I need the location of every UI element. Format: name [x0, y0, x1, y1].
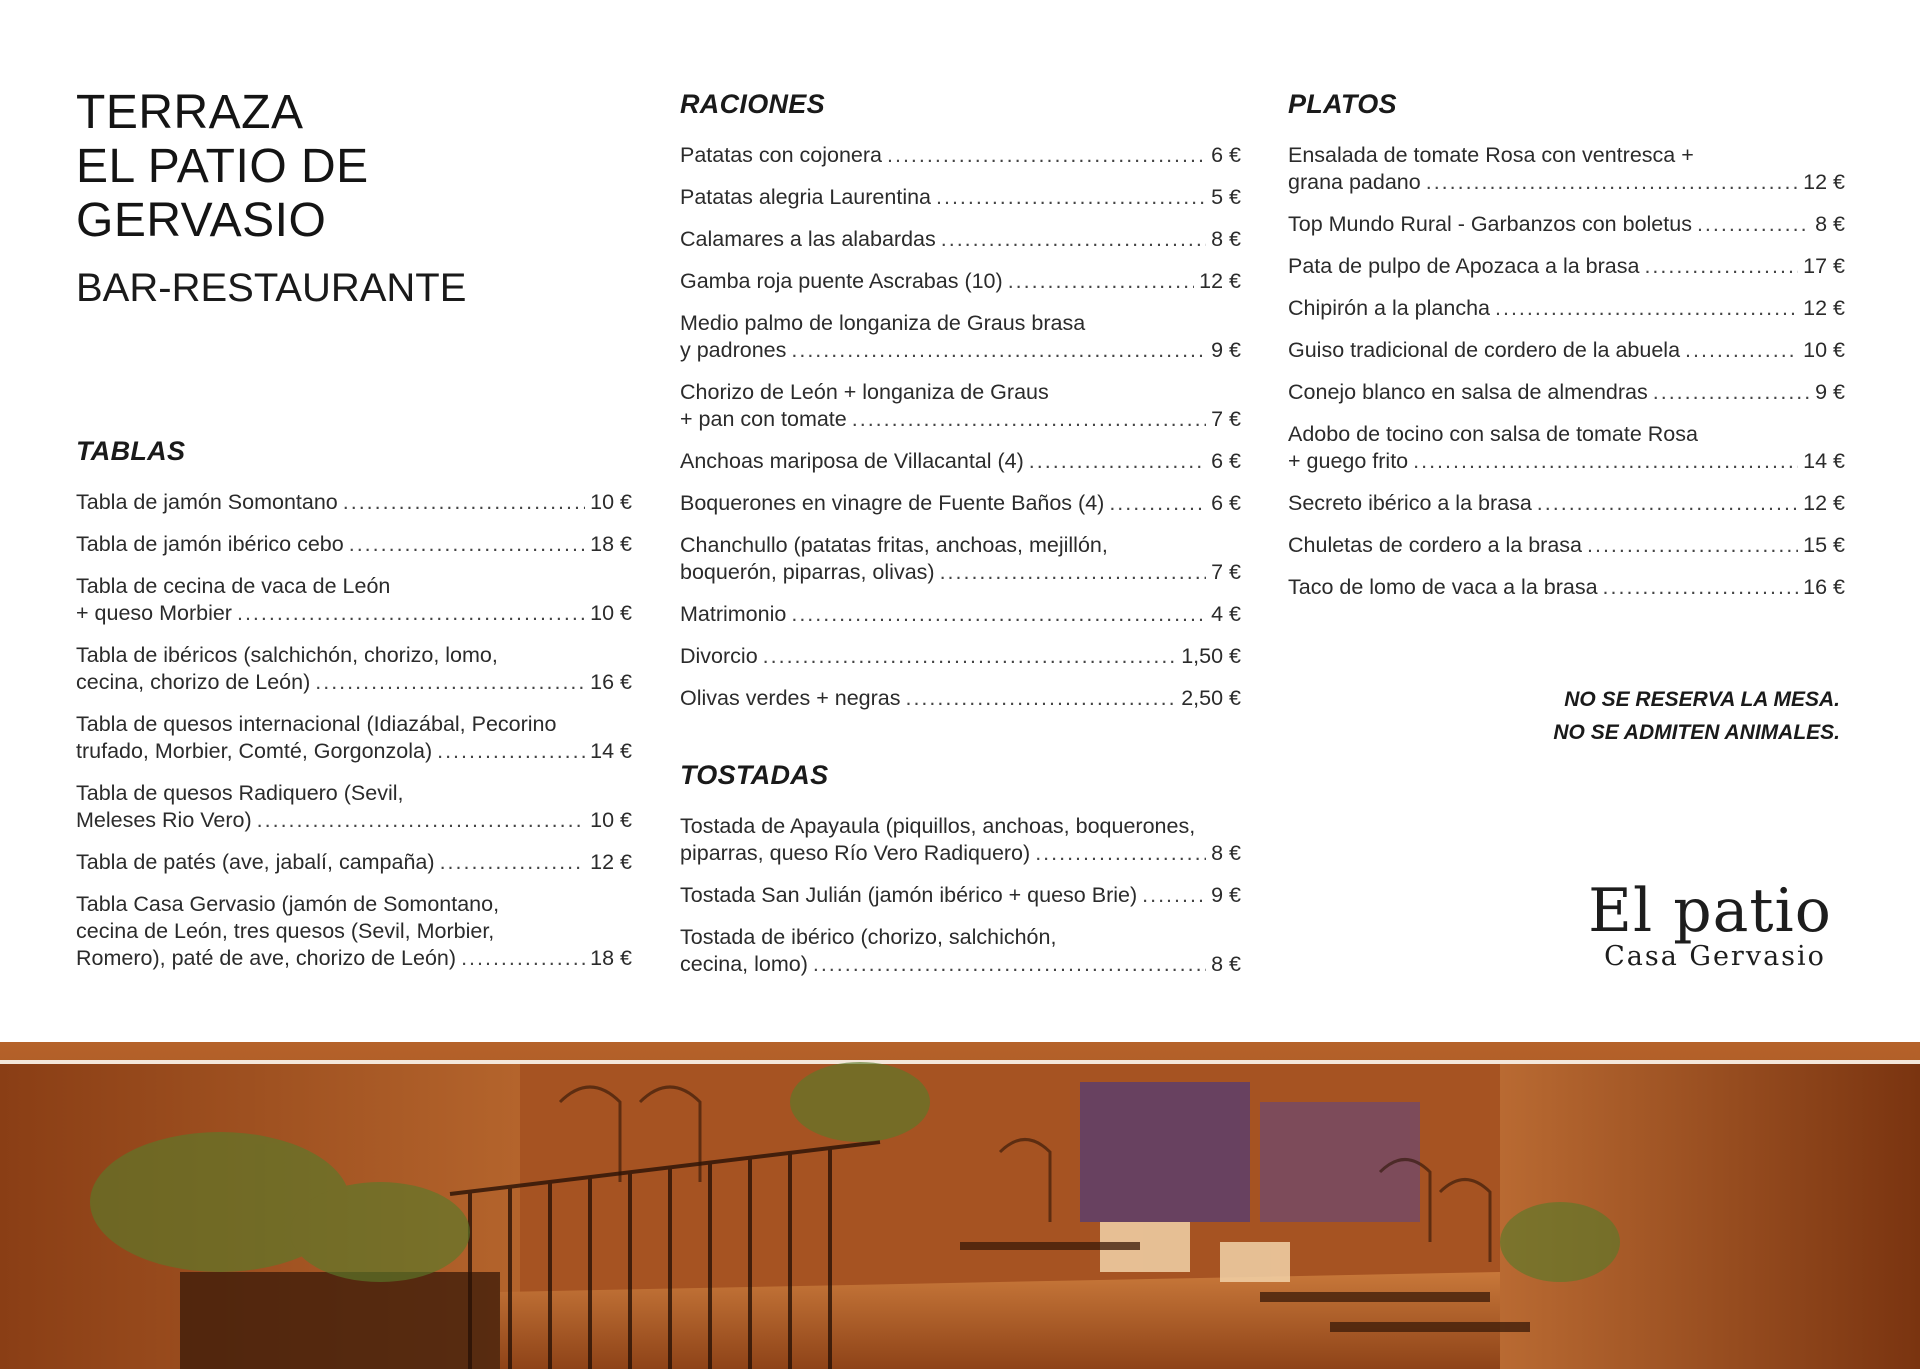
menu-title: [76, 86, 369, 248]
tostadas-heading: TOSTADAS: [680, 760, 829, 790]
menu-item: [680, 310, 1241, 364]
menu-item: [76, 489, 632, 516]
menu-item-price: 7 €: [1211, 407, 1241, 431]
menu-item-name: Tostada San Julián (jamón ibérico + queso Brie): [680, 883, 1138, 907]
dot-leader: [1029, 448, 1206, 475]
menu-item-name-line: Tabla Casa Gervasio (jamón de Somontano,: [76, 892, 500, 916]
menu-item: [680, 142, 1241, 169]
menu-item: [1288, 421, 1845, 475]
menu-item-last-line: [76, 531, 632, 558]
menu-item-price: 8 €: [1211, 841, 1241, 865]
menu-item-last-line: [1288, 337, 1845, 364]
menu-item: [1288, 211, 1845, 238]
menu-item: [76, 711, 632, 765]
menu-item-price: 18 €: [590, 532, 632, 556]
menu-item: [1288, 490, 1845, 517]
logo-sub-text: Casa Gervasio: [1604, 941, 1826, 972]
title-line-3: GERVASIO: [76, 194, 327, 247]
menu-item: [76, 891, 632, 972]
menu-item-last-line: [76, 489, 632, 516]
menu-item-name: Secreto ibérico a la brasa: [1288, 491, 1532, 515]
title-line-2: EL PATIO DE: [76, 140, 369, 193]
menu-item: [1288, 337, 1845, 364]
menu-item: [1288, 295, 1845, 322]
terrace-scene-illustration: [0, 1042, 1920, 1369]
platos-items: [1288, 142, 1845, 601]
dot-leader: [1426, 169, 1798, 196]
menu-item-price: 6 €: [1211, 449, 1241, 473]
menu-item-name-line: Tostada de ibérico (chorizo, salchichón,: [680, 925, 1057, 949]
menu-item: [680, 813, 1241, 867]
menu-item-name-line: Chanchullo (patatas fritas, anchoas, mejillón,: [680, 533, 1108, 557]
menu-item-name: Matrimonio: [680, 602, 787, 626]
menu-item-price: 6 €: [1211, 143, 1241, 167]
menu-item-price: 10 €: [1803, 338, 1845, 362]
dot-leader: [791, 601, 1206, 628]
menu-item-last-line: [680, 406, 1241, 433]
menu-item-price: 10 €: [590, 490, 632, 514]
dot-leader: [349, 531, 585, 558]
menu-item-price: 4 €: [1211, 602, 1241, 626]
menu-item-name-line: Adobo de tocino con salsa de tomate Rosa: [1288, 422, 1698, 446]
menu-item-name: boquerón, piparras, olivas): [680, 560, 935, 584]
menu-item-name-line: Tabla de cecina de vaca de León: [76, 574, 391, 598]
menu-item-name-line: Tostada de Apayaula (piquillos, anchoas, boquerones,: [680, 814, 1196, 838]
raciones-heading: RACIONES: [680, 89, 825, 119]
tablas-section: [76, 436, 632, 987]
menu-item-name: trufado, Morbier, Comté, Gorgonzola): [76, 739, 433, 763]
menu-item-price: 16 €: [1803, 575, 1845, 599]
menu-item-price: 12 €: [1803, 170, 1845, 194]
menu-item-last-line: [1288, 295, 1845, 322]
dot-leader: [1603, 574, 1799, 601]
menu-item-last-line: [680, 490, 1241, 517]
menu-item-name: Olivas verdes + negras: [680, 686, 901, 710]
menu-item: [76, 531, 632, 558]
dot-leader: [941, 226, 1206, 253]
menu-item-last-line: [1288, 448, 1845, 475]
menu-item: [1288, 532, 1845, 559]
dot-leader: [887, 142, 1206, 169]
menu-item-price: 8 €: [1815, 212, 1845, 236]
menu-item-name-line: Chorizo de León + longaniza de Graus: [680, 380, 1049, 404]
menu-item-price: 12 €: [1199, 269, 1241, 293]
menu-item: [680, 184, 1241, 211]
menu-item-last-line: [1288, 532, 1845, 559]
menu-item: [1288, 379, 1845, 406]
menu-item-name: Calamares a las alabardas: [680, 227, 936, 251]
dot-leader: [1644, 253, 1798, 280]
menu-item-price: 7 €: [1211, 560, 1241, 584]
tostadas-items: [680, 813, 1241, 978]
dot-leader: [461, 945, 585, 972]
menu-item-price: 16 €: [590, 670, 632, 694]
dot-leader: [1685, 337, 1798, 364]
menu-item-last-line: [680, 643, 1241, 670]
menu-item-last-line: [76, 600, 632, 627]
title-line-1: TERRAZA: [76, 86, 304, 139]
menu-item-name-line: Ensalada de tomate Rosa con ventresca +: [1288, 143, 1694, 167]
menu-item-price: 12 €: [1803, 491, 1845, 515]
menu-item-price: 10 €: [590, 808, 632, 832]
menu-item-name: + queso Morbier: [76, 601, 232, 625]
menu-item-name-line: Tabla de quesos Radiquero (Sevil,: [76, 781, 404, 805]
dot-leader: [1109, 490, 1206, 517]
menu-item-name: + guego frito: [1288, 449, 1409, 473]
menu-item-price: 9 €: [1211, 338, 1241, 362]
menu-item-last-line: [680, 685, 1241, 712]
menu-item-last-line: [1288, 490, 1845, 517]
menu-item: [680, 490, 1241, 517]
menu-item-name: y padrones: [680, 338, 787, 362]
menu-item-price: 5 €: [1211, 185, 1241, 209]
menu-item-price: 12 €: [590, 850, 632, 874]
menu-item-name: Taco de lomo de vaca a la brasa: [1288, 575, 1598, 599]
dot-leader: [1008, 268, 1194, 295]
dot-leader: [1142, 882, 1206, 909]
menu-item-price: 12 €: [1803, 296, 1845, 320]
menu-item: [680, 924, 1241, 978]
menu-item-price: 9 €: [1211, 883, 1241, 907]
dot-leader: [437, 738, 585, 765]
platos-section: [1288, 89, 1845, 616]
menu-item-name: grana padano: [1288, 170, 1421, 194]
menu-item-name-line: Tabla de quesos internacional (Idiazábal, Pecorino: [76, 712, 557, 736]
dot-leader: [1537, 490, 1798, 517]
menu-item: [76, 642, 632, 696]
menu-item-price: 15 €: [1803, 533, 1845, 557]
menu-item-last-line: [76, 669, 632, 696]
menu-item-name: piparras, queso Río Vero Radiquero): [680, 841, 1031, 865]
menu-item-price: 14 €: [590, 739, 632, 763]
menu-item-last-line: [680, 448, 1241, 475]
menu-item-name-line: Medio palmo de longaniza de Graus brasa: [680, 311, 1086, 335]
menu-item-name: Conejo blanco en salsa de almendras: [1288, 380, 1648, 404]
menu-item-name: Meleses Rio Vero): [76, 808, 252, 832]
menu-item-name: Anchoas mariposa de Villacantal (4): [680, 449, 1024, 473]
menu-item-name: cecina, lomo): [680, 952, 808, 976]
menu-item-price: 14 €: [1803, 449, 1845, 473]
menu-item-last-line: [680, 184, 1241, 211]
menu-item-price: 18 €: [590, 946, 632, 970]
dot-leader: [852, 406, 1206, 433]
menu-item-last-line: [680, 268, 1241, 295]
menu-item: [680, 882, 1241, 909]
menu-item: [680, 226, 1241, 253]
menu-item-name: Guiso tradicional de cordero de la abuela: [1288, 338, 1681, 362]
menu-item-name-line: cecina de León, tres quesos (Sevil, Morbier,: [76, 919, 495, 943]
menu-item-name: Top Mundo Rural - Garbanzos con boletus: [1288, 212, 1692, 236]
menu-item-last-line: [680, 559, 1241, 586]
menu-item-name: Chipirón a la plancha: [1288, 296, 1490, 320]
restaurant-logo: [1580, 876, 1840, 972]
menu-item: [76, 780, 632, 834]
menu-item-name: Tabla de jamón Somontano: [76, 490, 338, 514]
logo-main-text: El patio: [1588, 876, 1832, 946]
tostadas-section: [680, 760, 1241, 993]
menu-item-last-line: [680, 840, 1241, 867]
menu-item-price: 8 €: [1211, 952, 1241, 976]
menu-item-name: Chuletas de cordero a la brasa: [1288, 533, 1583, 557]
menu-item-last-line: [76, 945, 632, 972]
menu-item-name-line: Tabla de ibéricos (salchichón, chorizo, lomo,: [76, 643, 498, 667]
menu-item-name: Patatas alegria Laurentina: [680, 185, 932, 209]
menu-item: [76, 849, 632, 876]
menu-item-name: Pata de pulpo de Apozaca a la brasa: [1288, 254, 1640, 278]
menu-item-price: 17 €: [1803, 254, 1845, 278]
menu-item-last-line: [680, 142, 1241, 169]
menu-item-price: 1,50 €: [1181, 644, 1241, 668]
menu-item: [1288, 253, 1845, 280]
notice: [1553, 683, 1840, 749]
dot-leader: [440, 849, 586, 876]
menu-item-name: cecina, chorizo de León): [76, 670, 311, 694]
dot-leader: [237, 600, 585, 627]
menu-item-name: Gamba roja puente Ascrabas (10): [680, 269, 1003, 293]
menu-item-last-line: [1288, 211, 1845, 238]
dot-leader: [343, 489, 585, 516]
menu-item-last-line: [680, 882, 1241, 909]
menu-item: [1288, 574, 1845, 601]
tablas-heading: TABLAS: [76, 436, 186, 466]
dot-leader: [905, 685, 1176, 712]
menu-item: [680, 448, 1241, 475]
dot-leader: [1035, 840, 1206, 867]
menu-item-price: 6 €: [1211, 491, 1241, 515]
menu-item-name: Romero), paté de ave, chorizo de León): [76, 946, 457, 970]
menu-subtitle: BAR-RESTAURANTE: [76, 266, 467, 310]
menu-item-name: Patatas con cojonera: [680, 143, 882, 167]
menu-item: [680, 379, 1241, 433]
platos-heading: PLATOS: [1288, 89, 1397, 119]
menu-item-price: 8 €: [1211, 227, 1241, 251]
menu-item-price: 2,50 €: [1181, 686, 1241, 710]
menu-item: [1288, 142, 1845, 196]
menu-item-last-line: [680, 951, 1241, 978]
tablas-items: [76, 489, 632, 972]
menu-item-name: Tabla de jamón ibérico cebo: [76, 532, 344, 556]
raciones-items: [680, 142, 1241, 712]
menu-item-last-line: [1288, 379, 1845, 406]
dot-leader: [1587, 532, 1798, 559]
dot-leader: [1413, 448, 1798, 475]
menu-item: [680, 685, 1241, 712]
notice-no-reservation: NO SE RESERVA LA MESA.: [1564, 688, 1840, 711]
menu-item-last-line: [680, 601, 1241, 628]
menu-item-last-line: [76, 807, 632, 834]
dot-leader: [936, 184, 1206, 211]
menu-item-price: 9 €: [1815, 380, 1845, 404]
menu-item-name: Tabla de patés (ave, jabalí, campaña): [76, 850, 435, 874]
menu-item-last-line: [680, 337, 1241, 364]
dot-leader: [791, 337, 1206, 364]
menu-item-price: 10 €: [590, 601, 632, 625]
menu-item-name: + pan con tomate: [680, 407, 847, 431]
menu-item: [680, 268, 1241, 295]
dot-leader: [315, 669, 585, 696]
menu-item: [76, 573, 632, 627]
menu-item-last-line: [76, 849, 632, 876]
menu-item-name: Boquerones en vinagre de Fuente Baños (4): [680, 491, 1105, 515]
dot-leader: [1653, 379, 1810, 406]
menu-item-last-line: [1288, 169, 1845, 196]
dot-leader: [1697, 211, 1810, 238]
dot-leader: [813, 951, 1206, 978]
dot-leader: [940, 559, 1207, 586]
dot-leader: [763, 643, 1177, 670]
menu-item-name: Divorcio: [680, 644, 758, 668]
menu-item: [680, 601, 1241, 628]
notice-no-animals: NO SE ADMITEN ANIMALES.: [1553, 721, 1840, 744]
raciones-section: [680, 89, 1241, 727]
dot-leader: [1495, 295, 1798, 322]
menu-item-last-line: [1288, 253, 1845, 280]
menu-item: [680, 643, 1241, 670]
terrace-photo: [0, 1042, 1920, 1369]
menu-item-last-line: [1288, 574, 1845, 601]
menu-item-last-line: [680, 226, 1241, 253]
dot-leader: [257, 807, 585, 834]
menu-item: [680, 532, 1241, 586]
menu-item-last-line: [76, 738, 632, 765]
